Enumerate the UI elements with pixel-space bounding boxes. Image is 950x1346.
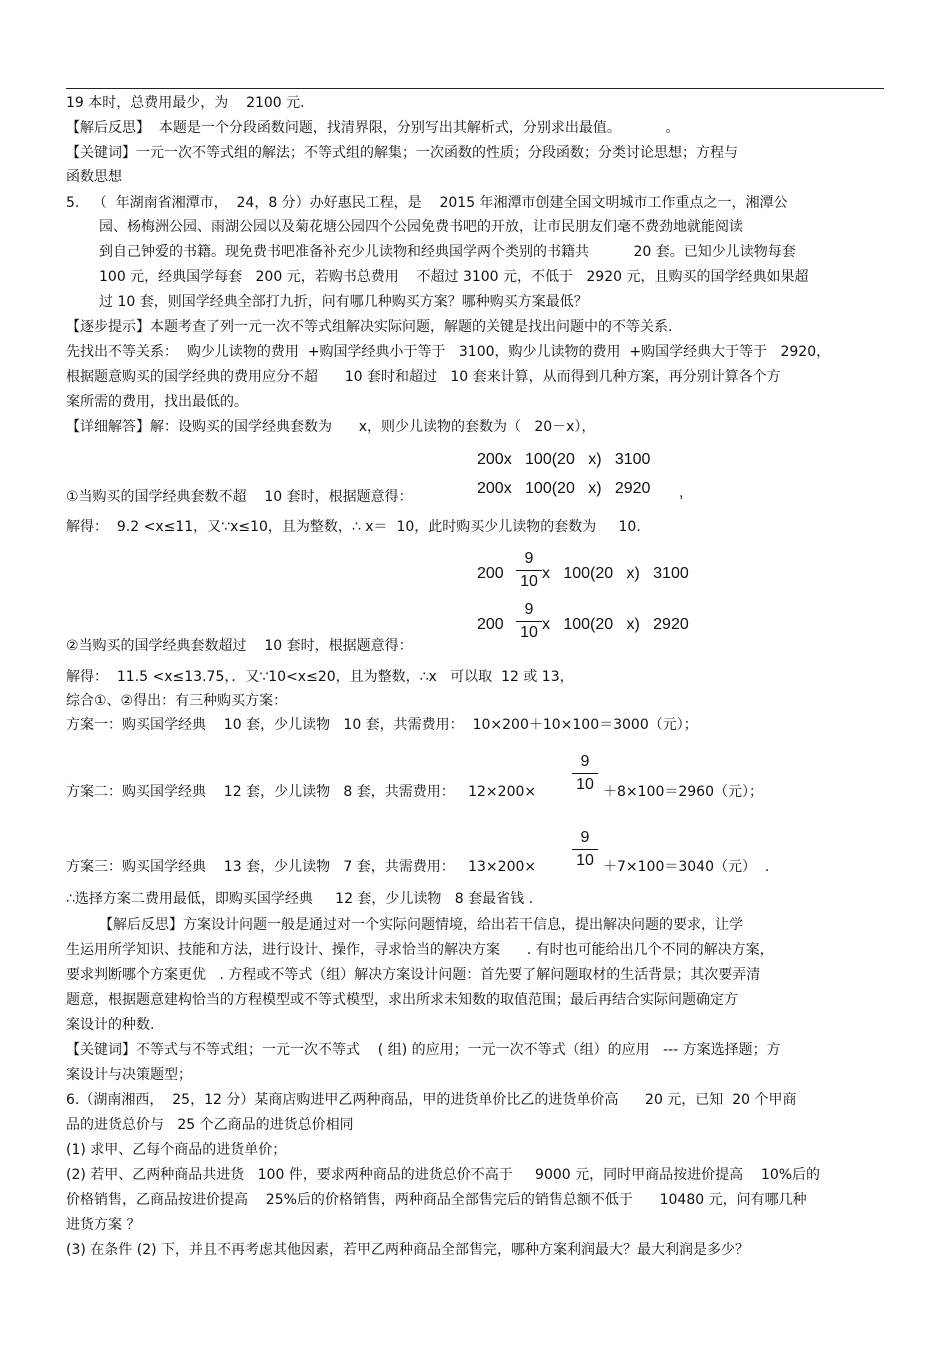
text-line: (1) 求甲、乙每个商品的进货单价；: [66, 1142, 287, 1158]
text-line: 【解后反思】 本题是一个分段函数问题，找清界限，分别写出其解析式，分别求出最值。 。: [66, 120, 680, 136]
text-line: 案所需的费用，找出最低的。: [66, 394, 248, 410]
fraction-denominator: 10: [576, 776, 594, 793]
text-line: 函数思想: [66, 169, 122, 185]
fraction-denominator: 10: [520, 624, 538, 641]
text-line: 要求判断哪个方案更优 . 方程或不等式（组）解决方案设计问题：首先要了解问题取材的生活背景；其次要弄清: [66, 967, 761, 983]
fraction-denominator: 10: [520, 573, 538, 590]
equation-text: x 100(20 x) 2920: [542, 616, 689, 633]
fraction-numerator: 9: [524, 550, 534, 567]
text-line: 综合①、②得出：有三种购买方案：: [66, 693, 288, 709]
text-line: 100 元，经典国学每套 200 元，若购书总费用 不超过 3100 元，不低于 2920 元，且购买的国学经典如果超: [99, 269, 809, 285]
text-line: 到自己钟爱的书籍。现免费书吧准备补充少儿读物和经典国学两个类别的书籍共 20 套。已知少儿读物每套: [99, 244, 796, 260]
text-line: 方案一：购买国学经典 10 套，少儿读物 10 套，共需费用： 10×200＋10×100＝3000（元）；: [66, 717, 698, 733]
text-line: 方案二：购买国学经典 12 套，少儿读物 8 套，共需费用： 12×200×: [66, 784, 537, 800]
fraction: [572, 752, 598, 795]
text-line: 品的进货总价与 25 个乙商品的进货总价相同: [66, 1117, 354, 1133]
text-line: 根据题意购买的国学经典的费用应分不超 10 套时和超过 10 套来计算，从而得到几种方案，再分别计算各个方: [66, 369, 781, 385]
fraction-numerator: 9: [580, 753, 590, 770]
text-line: 先找出不等关系： 购少儿读物的费用 +购国学经典小于等于 3100，购少儿读物的费用 +购国学经典大于等于 2920，: [66, 344, 831, 360]
fraction-bar: [572, 773, 598, 774]
text-line: ①当购买的国学经典套数不超 10 套时，根据题意得：: [66, 489, 413, 505]
text-line: 园、杨梅洲公园、雨湖公园以及菊花塘公园四个公园免费书吧的开放，让市民朋友们毫不费劲地就能阅读: [99, 219, 743, 235]
text-line: 解得： 11.5 <x≤13.75，．又∵10<x≤20，且为整数，∴x 可以取 12 或 13，: [66, 669, 574, 685]
text-line: 过 10 套，则国学经典全部打九折，问有哪几种购买方案？哪种购买方案最低？: [99, 294, 588, 310]
text-line: 5. （ 年湖南省湘潭市， 24，8 分）办好惠民工程，是 2015 年湘潭市创建全国文明城市工作重点之一，湘潭公: [66, 195, 788, 211]
text-line: ＋8×100＝2960（元）；: [603, 784, 763, 800]
text-line: 案设计与决策题型；: [66, 1067, 192, 1083]
text-line: 【关键词】一元一次不等式组的解法；不等式组的解集；一次函数的性质；分段函数；分类讨论思想；方程与: [66, 145, 738, 161]
fraction-numerator: 9: [580, 829, 590, 846]
fraction-numerator: 9: [524, 601, 534, 618]
text-line: 进货方案 ？: [66, 1217, 141, 1233]
equation-text: ,: [679, 484, 684, 501]
fraction-bar: [572, 849, 598, 850]
text-line: 价格销售，乙商品按进价提高 25%后的价格销售，两种商品全部售完后的销售总额不低于 10480 元，问有哪几种: [66, 1192, 807, 1208]
fraction-bar: [516, 570, 542, 571]
equation-text: x 100(20 x) 3100: [542, 565, 689, 582]
text-line: 解得： 9.2 <x≤11，又∵x≤10，且为整数，∴ x＝ 10，此时购买少儿读物的套数为 10.: [66, 519, 641, 535]
fraction: [516, 549, 542, 592]
text-line: (3) 在条件 (2) 下，并且不再考虑其他因素，若甲乙两种商品全部售完，哪种方案利润最大？最大利润是多少？: [66, 1242, 750, 1258]
text-line: ＋7×100＝3040（元） .: [603, 859, 770, 875]
fraction: [572, 828, 598, 871]
text-line: 6.（湖南湘西， 25，12 分）某商店购进甲乙两种商品，甲的进货单价比乙的进货单价高 20 元，已知 20 个甲商: [66, 1092, 797, 1108]
equation-text: 200: [477, 616, 504, 633]
text-line: 方案三：购买国学经典 13 套，少儿读物 7 套，共需费用： 13×200×: [66, 859, 537, 875]
text-line: 题意，根据题意建构恰当的方程模型或不等式模型，求出所求未知数的取值范围；最后再结合实际问题确定方: [66, 992, 738, 1008]
text-line: 【详细解答】解：设购买的国学经典套数为 x，则少儿读物的套数为（ 20－x），: [66, 419, 596, 435]
text-line: 【关键词】不等式与不等式组；一元一次不等式 ( 组) 的应用；一元一次不等式（组）的应用 --- 方案选择题；方: [66, 1042, 781, 1058]
text-line: 【逐步提示】本题考查了列一元一次不等式组解决实际问题，解题的关键是找出问题中的不等关系.: [66, 319, 673, 335]
equation-text: 200x 100(20 x) 2920: [477, 480, 651, 497]
text-line: ∴选择方案二费用最低，即购买国学经典 12 套，少儿读物 8 套最省钱 .: [66, 891, 534, 907]
header-rule: [66, 88, 884, 89]
text-line: ②当购买的国学经典套数超过 10 套时，根据题意得：: [66, 638, 413, 654]
fraction-bar: [516, 621, 542, 622]
fraction-denominator: 10: [576, 852, 594, 869]
text-line: 生运用所学知识、技能和方法，进行设计、操作，寻求恰当的解决方案 . 有时也可能给出几个不同的解决方案，: [66, 942, 774, 958]
equation-text: 200x 100(20 x) 3100: [477, 451, 651, 468]
text-line: 【解后反思】方案设计问题一般是通过对一个实际问题情境，给出若干信息，提出解决问题的要求，让学: [99, 917, 743, 933]
equation-text: 200: [477, 565, 504, 582]
text-line: (2) 若甲、乙两种商品共进货 100 件，要求两种商品的进货总价不高于 9000 元，同时甲商品按进价提高 10%后的: [66, 1167, 821, 1183]
fraction: [516, 600, 542, 643]
text-line: 案设计的种数.: [66, 1017, 155, 1033]
text-line: 19 本时，总费用最少，为 2100 元.: [66, 95, 305, 111]
